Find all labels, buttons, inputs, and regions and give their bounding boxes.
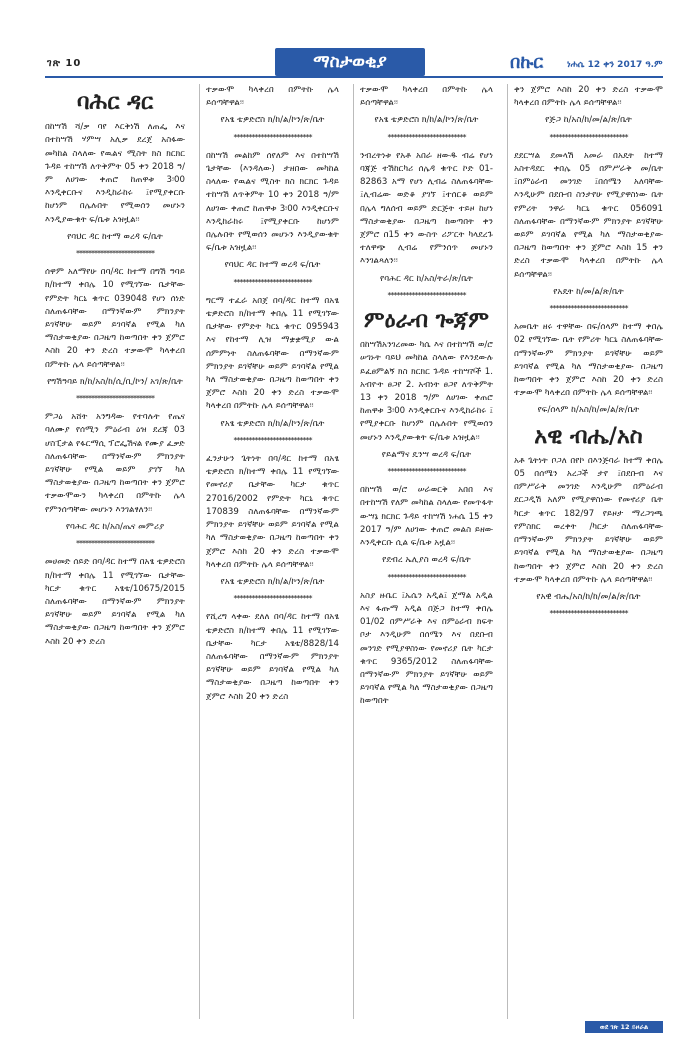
column-3: [353, 84, 499, 1019]
notice-text: ተቃውሞ ካላቀረበ በምትኩ ሌላ ይሰጣቸዋል፡፡: [206, 85, 339, 109]
notice-text: በከሣሽ ወ/ሮ ሠራወርቅ አበበ እና በተከሣሽ የለም መካከል ስላለው የመጥፋት ውሣኔ ክርክር ጉዳይ ተከሣሽ ነሐሴ 15 ቀን 2017 ዓ/ም ለሀገው ቀጠሮ መልስ ይዘው እንዲቀርቡ ሲል ፍ/ቤቱ አዟል፡፡: [360, 485, 493, 549]
page-header: [45, 40, 663, 78]
section-logo: ማስታወቂያ: [275, 48, 425, 76]
notice-signature: የባሕር ዳር ከ/አስ/ትራ/ጽ/ቤት: [380, 273, 473, 284]
notice-signature: የአፄ ቴዎድሮስ ክ/ከ/ል/ኮን/ጽ/ቤት: [220, 576, 325, 587]
section-title: ባሕር ዳር: [76, 89, 154, 115]
newspaper-page: [45, 40, 663, 1031]
notice-text: በከሣሽ ሻ/ቃ ባየ እርቅነሽ ለጠፌ እና በተከሣሽ ሃምሣ አሊቃ ደረጀ አስፋው መካከል ስላለው የዉልና ሚስት ክስ ክርክር ጉዳይ ተከሣሽ ለጥቅምት 05 ቀን 2018 ዓ/ም ለሀገው ቀጠሮ ከጠዋቱ 3፡00 እንዲቀርቡና እንዲከራከሩ ፤የሚያቀርቡ ከሆነም በሌሉበት የሚወሰን መሆኑን እንዲያውቁት ፍ/ቤቱ አዝዟል፡፡: [45, 122, 185, 225]
notice-signature: የአዴት ከ/መ/ል/ጽ/ቤት: [553, 286, 624, 297]
separator: **************************: [233, 435, 312, 445]
notice-text: አቶ ጌትነት ቦጋለ በየኮ በእንጅባራ ከተማ ቀበሌ 05 በሰሜን አረጋች ታየ ፤በደቡብ እና በምሥራቅ መንገድ እንዲሁም በምዕራብ ደርጋዲሽ አለም የሚያዋስነው የመኖሪያ ቤት ካርታ ቁጥር 182/97 የይዞታ ማረጋገጫ የምስክር ወረቀት /ካርታ ስለጠፋባቸው በማንኛውም ምክንያት ይገኛቸሁ ወይም ይገባኛል የሚል ካለ ማስታወቂያው በጋዜጣ ከወጣበት ቀን ጀምሮ እስከ 20 ቀን ድረስ ተቃውሞ ካላቀረበ በምትኩ ሌላ ይሰጣቸዋል፡፡: [514, 455, 663, 585]
notice-signature: የአፄ ቴዎድሮስ ክ/ከ/ል/ኮን/ጽ/ቤት: [220, 115, 325, 126]
notice-text: ንብረትነቱ የአቶ አበራ ዘውዱ ብሬ የሆነ ባጃጅ ተሽከርካሪ ሰሌዳ ቁጥር ኮድ 01-82863 አማ የሆነ ሊብሬ ስለጠፋባቸው ፤ሊብሬው ወድቆ ያገኘ ፤ተሰርቆ ወይም በሌላ ግለሰብ ወይም ድርጅት ተይዞ ከሆነ ማስታወቂያው በጋዜጣ ከወጣበት ቀን ጀምሮ በ15 ቀን ውስጥ ሪፖርት ካላደረጉ ተለዋጭ ሊብሬ የምንሰጥ መሆኑን እንገልጻለን፡፡: [360, 150, 493, 267]
notice-text: ቀን ጀምሮ እስከ 20 ቀን ድረስ ተቃውሞ ካላቀረበ በምትኩ ሌላ ይሰጣቸዋል፡፡: [514, 85, 663, 109]
column-2: [199, 84, 345, 1019]
separator: **************************: [549, 304, 628, 314]
notice-signature: የአፄ ቴዎድሮስ ክ/ከ/ል/ኮን/ጽ/ቤት: [220, 418, 325, 429]
notice-columns: [45, 84, 663, 1019]
notice-text: መሀመድ ሰይድ በባ/ዳር ከተማ በአፄ ቴዎድሮስ ክ/ከተማ ቀበሌ 11 የሚገኘው ቤታቸው ካርታ ቁጥር አፄቴ/10675/2015 ስለጠፋባቸው በማንኛውም ምክንያት ይገኛቸሁ ወይም ይገባኛል የሚል ካለ ማስታወቂያው በጋዜጣ ከወጣበት ቀን ጀምሮ እስከ 20 ቀን ድረስ: [45, 557, 185, 647]
notice-text: ደደርሣል ደመላሽ አመራ በአዴት ከተማ አስተዳደር ቀበሌ 05 በምሥራቅ መ/ቤት ፤በምዕራብ መንገድ ፤በሰሜን አለባቸው እንዲሁም በደቡብ ስንታየሁ የሚያዋስነው ቤት የምሪት ንዋራ ካርኒ ቁጥር 056091 ስለጠፋባቸው በማንኛውም ምክንያት ይገኛቸሁ ወይም ይገባኛል የሚል ካለ ማስታወቂያው በጋዜጣ ከወጣበት ቀን ጀምሮ እስከ 15 ቀን ድረስ ተቃውሞ ካላቀረበ በምትኩ ሌላ ይሰጣቸዋል፡፡: [514, 150, 663, 280]
separator: **************************: [76, 249, 154, 259]
section-title: አዊ ብሔ/አስ: [534, 422, 643, 449]
notice-signature: የይልማና ዴንሣ ወረዳ ፍ/ቤት: [381, 449, 472, 460]
notice-text: ሰዋም አለማየሁ በባ/ዳር ከተማ በግሽ ዓባይ ክ/ከተማ ቀበሌ 10 የሚገኘው ቤታቸው የምድት ካርኒ ቁጥር 039048 የሆነ ሰነድ ስለጠፋባቸው በማንኛውም ምክንያት ይገኛቸሁ ወይም ይገባኛል የሚል ካለ ማስታወቂያው በጋዜጣ ከወጣበት ቀን ጀምሮ እስከ 20 ቀን ድረስ ተቃውሞ ካላቀረበ በምትኩ ሌላ ይሰጣቸዋል፡፡: [45, 267, 185, 370]
notice-text: ፈንታሁን ጌትነት በባ/ዳር ከተማ በአፄ ቴዎድሮስ ክ/ከተማ ቀበሌ 11 የሚገኘው የመኖሪያ ቤታቸው ካርታ ቁጥር 27016/2002 የምድት ካርኒ ቁጥር 170839 ስለጠፋባቸው በማንኛውም ምክንያት ይገኛቸሁ ወይም ይገባኛል የሚል ካለ ማስታወቂያው በጋዜጣ ከወጣበት ቀን ጀምሮ እስከ 20 ቀን ድረስ ተቃውሞ ካላቀረበ በምትኩ ሌላ ይሰጣቸዋል፡፡: [206, 454, 339, 570]
notice-signature: የፍ/ሰላም ከ/አስ/ከ/መ/ል/ጽ/ቤት: [537, 405, 640, 416]
notice-text: ምጋዕ አሸት አንግዳው የተባሉት የጤና ባለሙያ የሰሚን ምዕራብ ዕዝ ደረጃ 03 ሆስፒታል የፋርማሲ ፕሮፌሽናል የሙያ ፈቃድ ስለጠፋባቸው በማንኛውም ምክንያት ይገኛቸሁ የሚል ወይም ያገኘ ካለ ማስታወቂያው በጋዜጣ ከወጣበት ቀን ጀምሮ ተቃውሞውን ካላቀረበ በምትኩ ሌላ የምንሰጣቸው መሆኑን እንገልፃለን፡፡: [45, 412, 185, 515]
notice-text: አስያ ዙቤር ፤ኡሴን አዲል፤ ጀማል አዲል እና ፋጡማ አዲል በጅጋ ከተማ ቀበሌ 01/02 በምሥራቅ እና በምዕራብ ክፍት ቦታ እንዲሁም በሰሜን እና በደቡብ መንገድ የሚያዋስነው የመኖሪያ ቤት ካርታ ቁጥር 9365/2012 ስለጠፋባቸው በማንኛውም ምክንያት ይገኛቸሁ ወይም ይገባኛል የሚል ካለ ማስታወቂያው በጋዜጣ ከወጣበት: [360, 590, 493, 707]
notice-signature: የግሽዓባይ ክ/ከ/አስ/ከ/ሲ/ቢ/ኮን/ አገ/ጽ/ቤት: [47, 376, 183, 387]
notice-signature: የባሕር ዳር ከ/አስ/ጤና መምሪያ: [65, 521, 165, 532]
separator: **************************: [549, 609, 628, 619]
separator: **************************: [76, 539, 154, 549]
separator: **************************: [233, 132, 312, 142]
notice-text: ግርማ ተፈራ አበጀ በባ/ዳር ከተማ በአፄ ቴዎድሮስ ክ/ከተማ ቀበሌ 11 የሚገኘው ቤታቸው የምድት ካርኒ ቁጥር 095943 እና የከተማ ሊዝ ማቋቋሚያ ውል ሰምምነት ስለጠፋባቸው በማንኛውም ምክንያት ይገኛቸሁ ወይም ይገባኛል የሚል ካለ ማስታወቂያው በጋዜጣ ከወጣበት ቀን ጀምሮ እስከ 20 ቀን ድረስ ተቃውሞ ካላቀረበ በምትኩ ሌላ ይሰጣቸዋል፡፡: [206, 295, 339, 412]
notice-text: አመቤት ዘሩ ተዋቸው በፍ/ሰላም ከተማ ቀበሌ 02 የሚገኘው ቤት የምሪት ካርኒ ስለጠፋባቸው በማንኛውም ምክንያት ይገኛቸሁ ወይም ይገባኛል የሚል ካለ ማስታወቂያው በጋዜጣ ከወጣበት ቀን ጀምሮ እስከ 20 ቀን ድረስ ተቃውሞ ካላቀረበ በምትኩ ሌላ ይሰጣቸዋል፡፡: [514, 322, 663, 399]
notice-signature: የጅጋ ከ/አስ/ከ/መ/ል/ጽ/ቤት: [545, 115, 632, 126]
notice-signature: የአዊ ብሔ/አስ/ከ/ከ/መ/ል/ጽ/ቤት: [536, 591, 641, 602]
notice-text: በከሣሽአንገረመው ካሴ እና በተከሣሽ ወ/ሮ ሠገኑት ባይህ መካከል ስላለው የእንደውሉ ይፈፀምልኝ ክስ ክርክር ጉዳይ ተከሣሾች 1. አብዮት ፀጋየ 2. አብነት ፀጋየ ለጥቅምት 13 ቀን 2018 ዓ/ም ለሀገው ቀጠሮ ከጠዋቱ 3፡00 እንዲቀርቡና እንዲከራከሩ ፤ የሚያቀርቡ ከሆነም በሌሉበት የሚወሰን መሆኑን እንዲያውቁት ፍ/ቤቱ አዝዟል፡፡: [360, 340, 493, 443]
column-4: [507, 84, 663, 1019]
separator: **************************: [387, 290, 466, 300]
page-number: ገጽ 10: [47, 58, 82, 69]
continued-badge: ወደ ገጽ 12 ይዞራል: [585, 1021, 663, 1033]
notice-text: በከሣሽ መልከም ሰየለም እና በተከሣሽ ጌታቸው (እንዳለው) ታዘበው መካከል ስላለው የዉልና ሚስት ክስ ክርክር ጉዳይ ተከሣሽ ለጥቅምት 10 ቀን 2018 ዓ/ም ለሀገው ቀጠሮ ከጠዋቱ 3፡00 እንዲቀርቡና እንዲከራከሩ ፤የሚያቀርቡ ከሆነም በሌሉበት የሚወሰን መሆኑን እንዲያውቁት ፍ/ቤቱ አዝዟል፡፡: [206, 150, 339, 254]
separator: **************************: [233, 277, 312, 287]
notice-signature: የደብረ ኤሊያስ ወረዳ ፍ/ቤት: [382, 555, 471, 566]
column-1: [45, 84, 191, 1019]
paper-name: በኩር: [510, 52, 544, 73]
separator: **************************: [233, 594, 312, 604]
separator: **************************: [387, 132, 466, 142]
notice-signature: የባህር ዳር ከተማ ወረዳ ፍ/ቤት: [67, 231, 163, 242]
section-title: ምዕራብ ጐጃም: [364, 307, 489, 334]
notice-signature: የአፄ ቴዎድሮስ ክ/ከ/ል/ኮን/ጽ/ቤት: [374, 115, 479, 126]
notice-text: ተቃውሞ ካላቀረበ በምትኩ ሌላ ይሰጣቸዋል፡፡: [360, 85, 493, 109]
separator: **************************: [76, 394, 154, 404]
notice-signature: የባህር ዳር ከተማ ወረዳ ፍ/ቤት: [224, 260, 321, 271]
separator: **************************: [387, 467, 466, 477]
separator: **************************: [387, 572, 466, 582]
separator: **************************: [549, 132, 628, 142]
issue-date: ነሐሴ 12 ቀን 2017 ዓ.ም: [567, 60, 663, 70]
notice-text: የሺረግ ላቀው ደለለ በባ/ዳር ከተማ በአፄ ቴዎድሮስ ክ/ከተማ ቀበሌ 11 የሚገኘው ቤታቸው ካርታ አፄቴ/8828/14 ስለጠፋባቸው በማንኛውም ምክንያት ይገኛቸሁ ወይም ይገባኛል የሚል ካለ ማስታወቂያው በጋዜጣ ከወጣበት ቀን ጀምሮ እስከ 20 ቀን ድረስ: [206, 612, 339, 702]
